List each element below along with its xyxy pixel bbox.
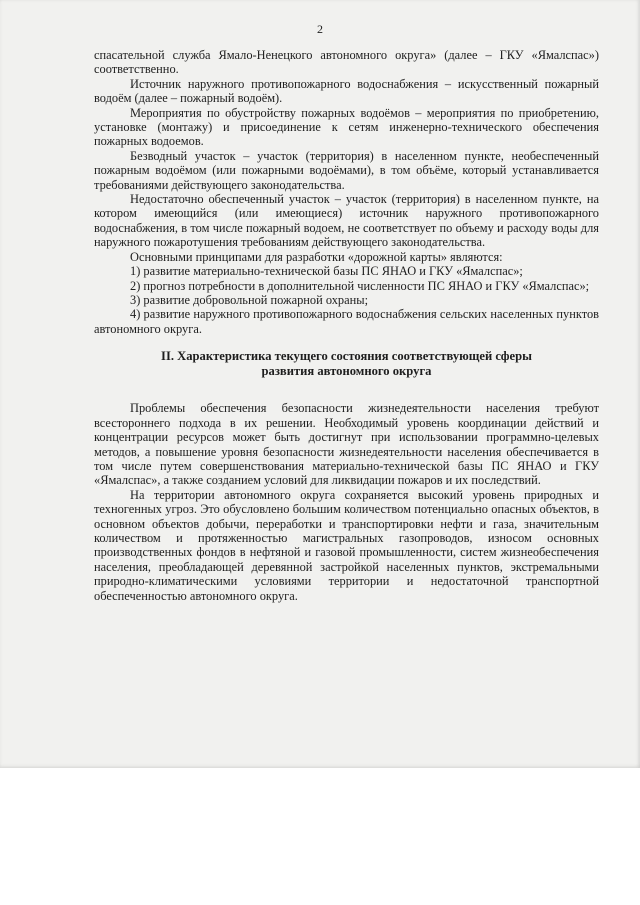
paragraph-threats: На территории автономного округа сохраняется высокий уровень природных и техногенных угроз. Это обусловлено большим количеством потенциально опасных объектов, в основном объектов добычи, переработки и транспортировки нефти и газа, значительным количеством и протяженностью магистральных газопроводов, износом основных производственных фондов в нефтяной и газовой промышленности, систем жизнеобеспечения населения, преобладающей деревянной застройкой населенных пунктов, экстремальными природно-климатическими условиями территории и недостаточной транспортной обеспеченностью автономного округа. [94, 487, 599, 603]
paragraph-definition-waterless-area: Безводный участок – участок (территория) в населенном пункте, необеспеченный пожарным водоёмом (или пожарными водоёмами), в том объёме, который устанавливается требованиями действующего законодательства. [94, 148, 599, 192]
list-item-principle-2: 2) прогноз потребности в дополнительной численности ПС ЯНАО и ГКУ «Ямалспас»; [130, 278, 590, 293]
list-item-principle-3: 3) развитие добровольной пожарной охраны; [130, 292, 369, 307]
section-heading-line-1: II. Характеристика текущего состояния соответствующей сферы [161, 349, 532, 364]
document-body [94, 48, 599, 603]
paragraph-principles-intro: Основными принципами для разработки «дорожной карты» являются: [130, 249, 503, 264]
section-heading-line-2: развития автономного округа [261, 363, 432, 378]
section-heading [94, 349, 599, 378]
list-item-principle-1: 1) развитие материально-технической базы ПС ЯНАО и ГКУ «Ямалспас»; [130, 264, 523, 279]
paragraph-definition-water-source: Источник наружного противопожарного водоснабжения – искусственный пожарный водоём (далее – пожарный водоём). [94, 76, 599, 106]
paragraph-continuation: спасательной служба Ямало-Ненецкого автономного округа» (далее – ГКУ «Ямалспас») соответственно. [94, 48, 599, 77]
spacer [94, 392, 599, 401]
page-number: 2 [317, 22, 323, 36]
paragraph-definition-measures: Мероприятия по обустройству пожарных водоёмов – мероприятия по приобретению, установке (монтажу) и присоединение к сетям инженерно-технического обеспечения пожарных водоемов. [94, 105, 599, 149]
list-item-principle-4: 4) развитие наружного противопожарного водоснабжения сельских населенных пунктов автономного округа. [94, 307, 599, 336]
paragraph-definition-insufficient-area: Недостаточно обеспеченный участок – участок (территория) в населенном пункте, на котором имеющийся (или имеющиеся) источник наружного противопожарного водоснабжения, в том числе пожарный водоем, не соответствует по объему и расходу воды для наружного пожаротушения требованиям действующего законодательства. [94, 192, 599, 250]
paragraph-safety-problems: Проблемы обеспечения безопасности жизнедеятельности населения требуют всестороннего подхода в их решении. Необходимый уровень координации действий и концентрации ресурсов может быть достигнут при использовании программно-целевых методов, а повышение уровня безопасности жизнедеятельности населения обеспечивается в том числе путем совершенствования материально-технической базы ПС ЯНАО и ГКУ «Ямалспас», а также созданием условий для ликвидации пожаров и их последствий. [94, 401, 599, 488]
